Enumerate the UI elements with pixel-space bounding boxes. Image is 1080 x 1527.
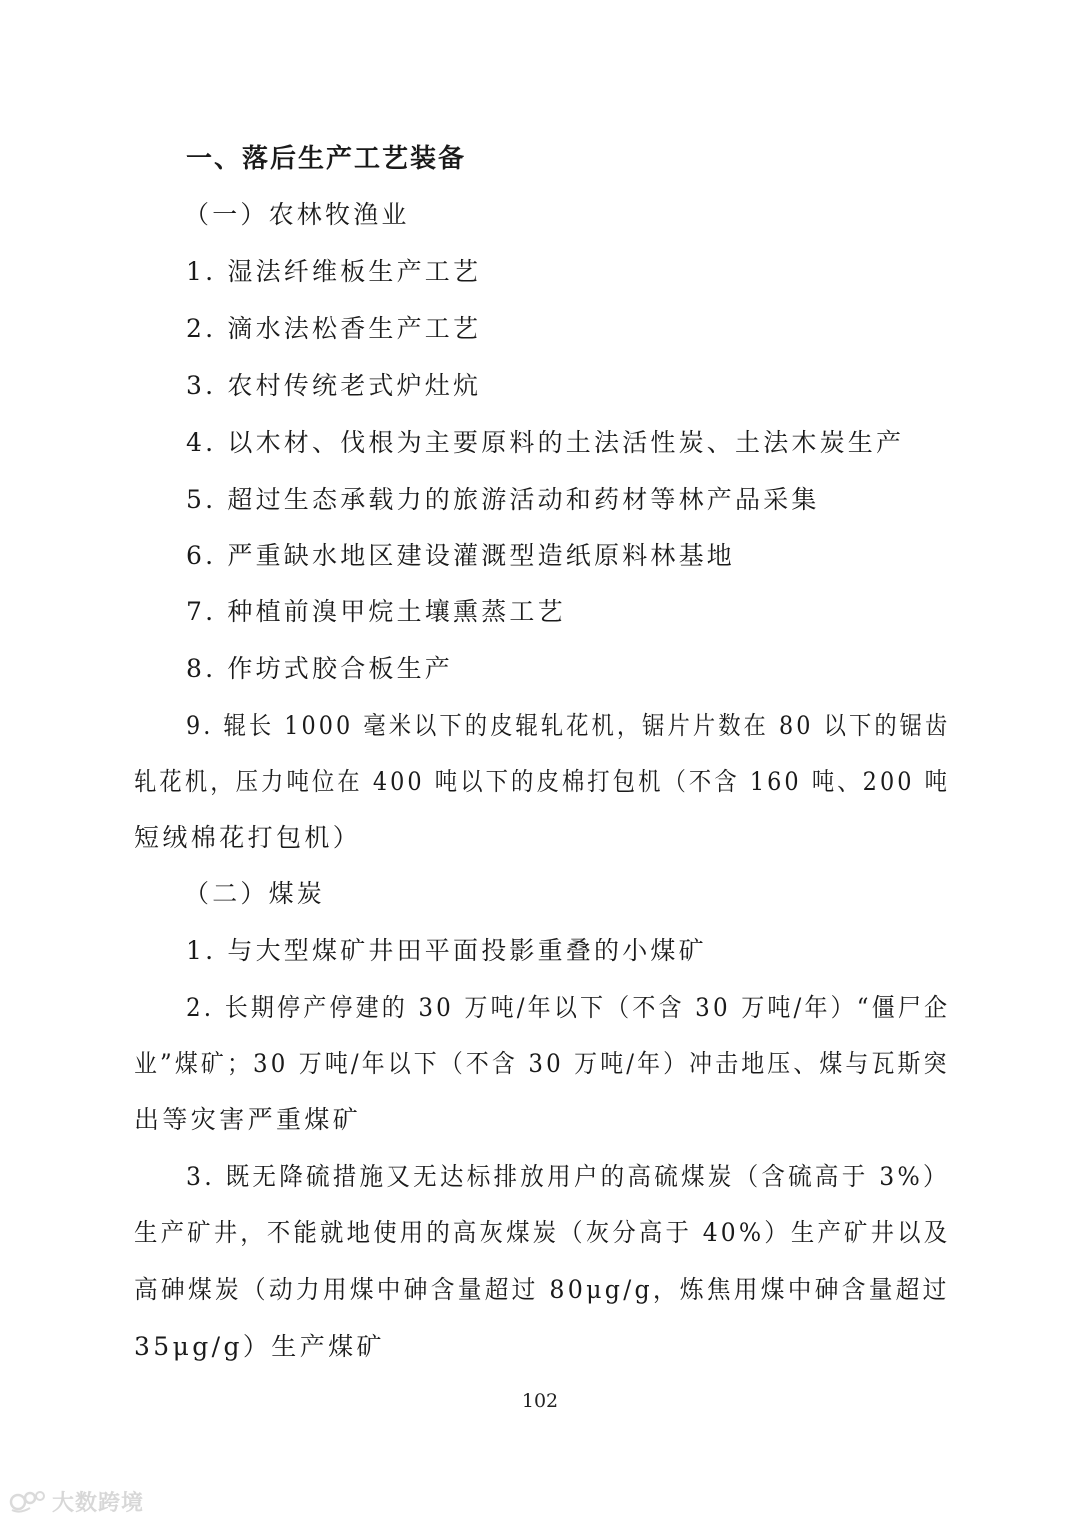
list-item: 1. 湿法纤维板生产工艺 bbox=[186, 257, 482, 286]
list-item: 7. 种植前溴甲烷土壤熏蒸工艺 bbox=[186, 597, 566, 626]
paragraph-line: 35μg/g）生产煤矿 bbox=[134, 1332, 385, 1361]
section-title-agriculture: （一）农林牧渔业 bbox=[184, 200, 410, 229]
page-heading: 一、落后生产工艺装备 bbox=[186, 144, 467, 174]
list-item: 2. 滴水法松香生产工艺 bbox=[186, 314, 482, 343]
list-item: 6. 严重缺水地区建设灌溉型造纸原料林基地 bbox=[186, 541, 736, 570]
list-item: 1. 与大型煤矿井田平面投影重叠的小煤矿 bbox=[186, 936, 707, 965]
paragraph-line: 高砷煤炭（动力用煤中砷含量超过 80μg/g，炼焦用煤中砷含量超过 bbox=[134, 1275, 950, 1304]
paragraph-line: 短绒棉花打包机） bbox=[134, 823, 362, 852]
list-item: 8. 作坊式胶合板生产 bbox=[186, 654, 453, 683]
paragraph-line: 2. 长期停产停建的 30 万吨/年以下（不含 30 万吨/年）“僵尸企 bbox=[186, 993, 951, 1022]
watermark bbox=[8, 1484, 144, 1518]
paragraph-line: 9. 辊长 1000 毫米以下的皮辊轧花机，锯片片数在 80 以下的锯齿 bbox=[186, 711, 951, 740]
paragraph-line: 出等灾害严重煤矿 bbox=[134, 1105, 362, 1134]
paragraph-line: 业”煤矿；30 万吨/年以下（不含 30 万吨/年）冲击地压、煤与瓦斯突 bbox=[134, 1049, 950, 1078]
brand-logo-icon bbox=[8, 1486, 48, 1516]
watermark-text: 大数跨境 bbox=[52, 1490, 145, 1516]
list-item: 5. 超过生态承载力的旅游活动和药材等林产品采集 bbox=[186, 485, 820, 514]
list-item: 4. 以木材、伐根为主要原料的土法活性炭、土法木炭生产 bbox=[186, 428, 905, 457]
section-title-coal: （二）煤炭 bbox=[184, 879, 326, 908]
page-number: 102 bbox=[521, 1390, 559, 1412]
paragraph-line: 轧花机，压力吨位在 400 吨以下的皮棉打包机（不含 160 吨、200 吨 bbox=[134, 767, 951, 796]
list-item: 3. 农村传统老式炉灶炕 bbox=[186, 371, 482, 400]
paragraph-line: 3. 既无降硫措施又无达标排放用户的高硫煤炭（含硫高于 3%） bbox=[186, 1162, 950, 1191]
paragraph-line: 生产矿井，不能就地使用的高灰煤炭（灰分高于 40%）生产矿井以及 bbox=[134, 1218, 951, 1247]
